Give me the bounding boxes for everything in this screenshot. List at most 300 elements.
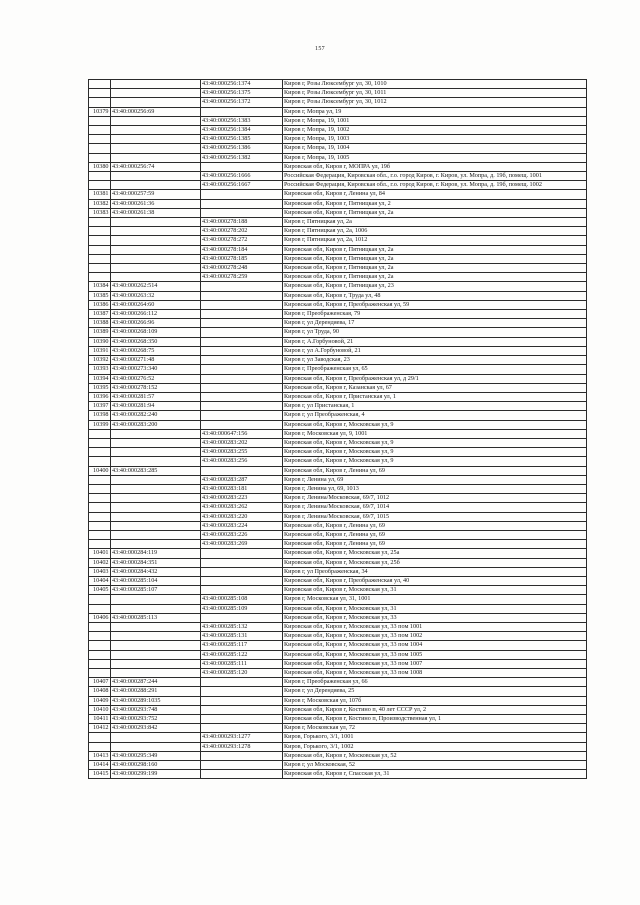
cadastral-number-cell <box>111 650 201 659</box>
address-cell: Кировская обл, Киров г, Московская ул, 9 <box>283 438 587 447</box>
table-row <box>89 622 587 631</box>
record-number-cell: 10386 <box>89 300 111 309</box>
record-number-cell: 10409 <box>89 696 111 705</box>
address-cell: Киров г, Пятницкая ул, 2а <box>283 218 587 227</box>
record-number-cell <box>89 457 111 466</box>
cadastral-number-cell <box>111 521 201 530</box>
record-number-cell: 10392 <box>89 356 111 365</box>
table-row <box>89 558 587 567</box>
record-number-cell <box>89 669 111 678</box>
address-cell: Кировская обл, Киров г, Пристанская ул, 1 <box>283 392 587 401</box>
cadastral-number-cell <box>111 494 201 503</box>
cadastral-number-cell: 43:40:000268:350 <box>111 337 201 346</box>
cadastral-number-cell: 43:40:000271:48 <box>111 356 201 365</box>
sub-object-number-cell <box>201 586 283 595</box>
table-row <box>89 705 587 714</box>
table-row <box>89 356 587 365</box>
record-number-cell: 10408 <box>89 687 111 696</box>
address-cell: Киров г, Мопра, 19, 1004 <box>283 144 587 153</box>
record-number-cell <box>89 503 111 512</box>
sub-object-number-cell: 43:40:000256:1384 <box>201 126 283 135</box>
address-cell: Кировская обл, Киров г, Ленина ул, 69 <box>283 521 587 530</box>
table-row <box>89 761 587 770</box>
sub-object-number-cell: 43:40:000278:185 <box>201 254 283 263</box>
table-row <box>89 328 587 337</box>
record-number-cell: 10380 <box>89 162 111 171</box>
sub-object-number-cell <box>201 420 283 429</box>
sub-object-number-cell <box>201 761 283 770</box>
cadastral-number-cell: 43:40:000262:514 <box>111 282 201 291</box>
sub-object-number-cell: 43:40:000256:1385 <box>201 135 283 144</box>
sub-object-number-cell <box>201 466 283 475</box>
address-cell: Киров г, Мопра, 19, 1003 <box>283 135 587 144</box>
record-number-cell <box>89 595 111 604</box>
address-cell: Кировская обл, Киров г, Московская ул, 33 пом 1007 <box>283 659 587 668</box>
sub-object-number-cell <box>201 549 283 558</box>
record-number-cell: 10384 <box>89 282 111 291</box>
cadastral-number-cell: 43:40:000293:842 <box>111 724 201 733</box>
sub-object-number-cell <box>201 319 283 328</box>
sub-object-number-cell: 43:40:000278:272 <box>201 236 283 245</box>
record-number-cell: 10403 <box>89 567 111 576</box>
table-row <box>89 659 587 668</box>
record-number-cell <box>89 126 111 135</box>
address-cell: Кировская обл, Киров г, Московская ул, 33 пом 1001 <box>283 622 587 631</box>
cadastral-number-cell: 43:40:000298:160 <box>111 761 201 770</box>
cadastral-number-cell: 43:40:000284:432 <box>111 567 201 576</box>
address-cell: Кировская обл, Киров г, Пятницкая ул, 2а <box>283 264 587 273</box>
address-cell: Киров г, Мопра, 19, 1002 <box>283 126 587 135</box>
sub-object-number-cell <box>201 208 283 217</box>
sub-object-number-cell <box>201 346 283 355</box>
table-row <box>89 650 587 659</box>
record-number-cell: 10387 <box>89 310 111 319</box>
address-cell: Кировская обл, Киров г, Ленина ул, 84 <box>283 190 587 199</box>
table-row <box>89 172 587 181</box>
address-cell: Кировская обл, Киров г, Московская ул, 33 пом 1004 <box>283 641 587 650</box>
address-cell: Кировская обл, Киров г, Труда ул, 48 <box>283 291 587 300</box>
record-number-cell: 10385 <box>89 291 111 300</box>
sub-object-number-cell: 43:40:000285:117 <box>201 641 283 650</box>
record-number-cell: 10393 <box>89 365 111 374</box>
table-row <box>89 724 587 733</box>
table-row <box>89 282 587 291</box>
record-number-cell: 10407 <box>89 678 111 687</box>
sub-object-number-cell <box>201 190 283 199</box>
table-row <box>89 264 587 273</box>
sub-object-number-cell <box>201 199 283 208</box>
address-cell: Киров г, Преображенская ул, 65 <box>283 365 587 374</box>
table-row <box>89 595 587 604</box>
cadastral-number-cell: 43:40:000263:32 <box>111 291 201 300</box>
table-row <box>89 448 587 457</box>
table-row <box>89 540 587 549</box>
record-number-cell <box>89 144 111 153</box>
address-cell: Киров г, ул Дерендяева, 25 <box>283 687 587 696</box>
cadastral-number-cell: 43:40:000283:200 <box>111 420 201 429</box>
table-row <box>89 751 587 760</box>
table-row <box>89 116 587 125</box>
sub-object-number-cell <box>201 337 283 346</box>
sub-object-number-cell <box>201 107 283 116</box>
table-row <box>89 512 587 521</box>
cadastral-number-cell <box>111 135 201 144</box>
address-cell: Киров г, Ленина/Московская, 69/7, 1015 <box>283 512 587 521</box>
cadastral-number-cell <box>111 733 201 742</box>
record-number-cell: 10383 <box>89 208 111 217</box>
cadastral-number-cell <box>111 126 201 135</box>
record-number-cell <box>89 89 111 98</box>
sub-object-number-cell: 43:40:000285:131 <box>201 632 283 641</box>
table-row <box>89 770 587 779</box>
table-row <box>89 733 587 742</box>
record-number-cell <box>89 659 111 668</box>
table-row <box>89 392 587 401</box>
address-cell: Кировская обл, Киров г, Преображенская ул, 40 <box>283 576 587 585</box>
sub-object-number-cell: 43:40:000278:248 <box>201 264 283 273</box>
table-row <box>89 365 587 374</box>
table-row <box>89 245 587 254</box>
table-row <box>89 291 587 300</box>
sub-object-number-cell <box>201 678 283 687</box>
address-cell: Киров г, Ленина/Московская, 69/7, 1014 <box>283 503 587 512</box>
cadastral-number-cell: 43:40:000288:291 <box>111 687 201 696</box>
address-cell: Киров г, Ленина ул, 69 <box>283 475 587 484</box>
cadastral-number-cell <box>111 218 201 227</box>
address-cell: Киров г, Розы Люксембург ул, 30, 1011 <box>283 89 587 98</box>
record-number-cell: 10389 <box>89 328 111 337</box>
cadastral-number-cell: 43:40:000257:59 <box>111 190 201 199</box>
address-cell: Киров г, ул Труда, 90 <box>283 328 587 337</box>
cadastral-number-cell <box>111 245 201 254</box>
record-number-cell <box>89 540 111 549</box>
record-number-cell <box>89 227 111 236</box>
address-cell: Российская Федерация, Кировская обл., г.о. город Киров, г. Киров, ул. Мопра, д. 19б, помещ. 1001 <box>283 172 587 181</box>
table-row <box>89 383 587 392</box>
sub-object-number-cell <box>201 374 283 383</box>
table-row <box>89 521 587 530</box>
cadastral-number-cell <box>111 80 201 89</box>
address-cell: Кировская обл, Киров г, Пятницкая ул, 2а <box>283 254 587 263</box>
cadastral-number-cell: 43:40:000285:104 <box>111 576 201 585</box>
address-cell: Киров, Горького, 3/1, 1002 <box>283 742 587 751</box>
sub-object-number-cell: 43:40:000283:287 <box>201 475 283 484</box>
record-number-cell <box>89 181 111 190</box>
table-row <box>89 162 587 171</box>
address-cell: Кировская обл, Киров г, Спасская ул, 31 <box>283 770 587 779</box>
table-row <box>89 254 587 263</box>
sub-object-number-cell: 43:40:000278:188 <box>201 218 283 227</box>
sub-object-number-cell: 43:40:000278:259 <box>201 273 283 282</box>
record-number-cell: 10411 <box>89 715 111 724</box>
sub-object-number-cell: 43:40:000256:1382 <box>201 153 283 162</box>
record-number-cell: 10401 <box>89 549 111 558</box>
table-row <box>89 98 587 107</box>
table-row <box>89 126 587 135</box>
record-number-cell: 10410 <box>89 705 111 714</box>
sub-object-number-cell: 43:40:000283:226 <box>201 530 283 539</box>
cadastral-number-cell: 43:40:000285:113 <box>111 613 201 622</box>
cadastral-number-cell: 43:40:000273:340 <box>111 365 201 374</box>
sub-object-number-cell <box>201 715 283 724</box>
cadastral-number-cell: 43:40:000284:351 <box>111 558 201 567</box>
address-cell: Кировская обл, Киров г, Московская ул, 9 <box>283 457 587 466</box>
sub-object-number-cell: 43:40:000256:1374 <box>201 80 283 89</box>
address-cell: Киров г, Московская ул, 107б <box>283 696 587 705</box>
address-cell: Киров г, Московская ул, 31, 1001 <box>283 595 587 604</box>
record-number-cell <box>89 153 111 162</box>
table-row <box>89 346 587 355</box>
cadastral-number-cell: 43:40:000266:96 <box>111 319 201 328</box>
sub-object-number-cell <box>201 770 283 779</box>
address-cell: Киров г, Московская ул, 72 <box>283 724 587 733</box>
cadastral-number-cell <box>111 669 201 678</box>
record-number-cell <box>89 641 111 650</box>
cadastral-number-cell <box>111 181 201 190</box>
table-row <box>89 190 587 199</box>
table-row <box>89 641 587 650</box>
sub-object-number-cell: 43:40:000256:1383 <box>201 116 283 125</box>
record-number-cell: 10381 <box>89 190 111 199</box>
table-row <box>89 80 587 89</box>
sub-object-number-cell <box>201 613 283 622</box>
sub-object-number-cell: 43:40:000278:202 <box>201 227 283 236</box>
address-cell: Кировская обл, Киров г, Ленина ул, 69 <box>283 540 587 549</box>
sub-object-number-cell: 43:40:000256:1375 <box>201 89 283 98</box>
table-row <box>89 107 587 116</box>
sub-object-number-cell: 43:40:000278:184 <box>201 245 283 254</box>
address-cell: Киров г, ул Преображенская, 34 <box>283 567 587 576</box>
address-cell: Киров г, Пятницкая ул, 2а, 1012 <box>283 236 587 245</box>
table-row <box>89 604 587 613</box>
address-cell: Российская Федерация, Кировская обл., г.о. город Киров, г. Киров, ул. Мопра, д. 19б, помещ. 1002 <box>283 181 587 190</box>
address-cell: Киров г, Пятницкая ул, 2а, 1006 <box>283 227 587 236</box>
record-number-cell <box>89 475 111 484</box>
address-cell: Киров г, Розы Люксембург ул, 30, 1010 <box>283 80 587 89</box>
sub-object-number-cell <box>201 411 283 420</box>
address-cell: Киров г, Ленина ул, 69, 1013 <box>283 484 587 493</box>
record-number-cell: 10379 <box>89 107 111 116</box>
address-cell: Кировская обл, Киров г, Пятницкая ул, 2 <box>283 199 587 208</box>
cadastral-number-cell <box>111 742 201 751</box>
address-cell: Киров г, ул Московская, 52 <box>283 761 587 770</box>
sub-object-number-cell <box>201 365 283 374</box>
cadastral-number-cell: 43:40:000295:349 <box>111 751 201 760</box>
cadastral-number-cell <box>111 227 201 236</box>
table-row <box>89 208 587 217</box>
address-cell: Киров г, Московская ул, 9, 1001 <box>283 429 587 438</box>
table-row <box>89 199 587 208</box>
sub-object-number-cell <box>201 724 283 733</box>
address-cell: Кировская обл, Киров г, Пятницкая ул, 2а <box>283 208 587 217</box>
address-cell: Кировская обл, Киров г, Костино п, 40 лет СССР ул, 2 <box>283 705 587 714</box>
record-number-cell: 10405 <box>89 586 111 595</box>
cadastral-register-table <box>88 79 587 779</box>
table-row <box>89 227 587 236</box>
record-number-cell <box>89 98 111 107</box>
cadastral-number-cell <box>111 89 201 98</box>
record-number-cell <box>89 530 111 539</box>
table-row <box>89 310 587 319</box>
table-row <box>89 337 587 346</box>
address-cell: Киров г, Розы Люксембург ул, 30, 1012 <box>283 98 587 107</box>
cadastral-number-cell <box>111 457 201 466</box>
table-row <box>89 319 587 328</box>
sub-object-number-cell: 43:40:000283:202 <box>201 438 283 447</box>
record-number-cell: 10412 <box>89 724 111 733</box>
cadastral-number-cell <box>111 448 201 457</box>
table-row <box>89 549 587 558</box>
table-row <box>89 402 587 411</box>
address-cell: Киров г, ул Заводская, 23 <box>283 356 587 365</box>
sub-object-number-cell: 43:40:000285:132 <box>201 622 283 631</box>
sub-object-number-cell <box>201 567 283 576</box>
sub-object-number-cell: 43:40:000293:1277 <box>201 733 283 742</box>
cadastral-number-cell: 43:40:000268:109 <box>111 328 201 337</box>
record-number-cell <box>89 521 111 530</box>
address-cell: Кировская обл, Киров г, Московская ул, 33 пом 1008 <box>283 669 587 678</box>
record-number-cell <box>89 512 111 521</box>
table-row <box>89 613 587 622</box>
address-cell: Кировская обл, Киров г, Московская ул, 25а <box>283 549 587 558</box>
record-number-cell: 10402 <box>89 558 111 567</box>
record-number-cell: 10414 <box>89 761 111 770</box>
record-number-cell <box>89 448 111 457</box>
address-cell: Кировская обл, Киров г, Московская ул, 31 <box>283 604 587 613</box>
table-row <box>89 494 587 503</box>
cadastral-number-cell <box>111 98 201 107</box>
cadastral-number-cell <box>111 429 201 438</box>
sub-object-number-cell: 43:40:000285:122 <box>201 650 283 659</box>
record-number-cell <box>89 135 111 144</box>
cadastral-number-cell: 43:40:000287:244 <box>111 678 201 687</box>
cadastral-number-cell: 43:40:000289:1035 <box>111 696 201 705</box>
table-row <box>89 669 587 678</box>
sub-object-number-cell <box>201 696 283 705</box>
cadastral-number-cell: 43:40:000283:285 <box>111 466 201 475</box>
cadastral-number-cell: 43:40:000256:74 <box>111 162 201 171</box>
record-number-cell <box>89 604 111 613</box>
sub-object-number-cell: 43:40:000285:109 <box>201 604 283 613</box>
record-number-cell <box>89 742 111 751</box>
record-number-cell: 10390 <box>89 337 111 346</box>
cadastral-number-cell: 43:40:000261:38 <box>111 208 201 217</box>
record-number-cell: 10397 <box>89 402 111 411</box>
address-cell: Киров г, Мопра ул, 19 <box>283 107 587 116</box>
record-number-cell <box>89 218 111 227</box>
sub-object-number-cell <box>201 310 283 319</box>
record-number-cell: 10388 <box>89 319 111 328</box>
cadastral-number-cell <box>111 540 201 549</box>
address-cell: Кировская обл, Киров г, Московская ул, 33 пом 1005 <box>283 650 587 659</box>
table-row <box>89 457 587 466</box>
address-cell: Киров г, ул Дерендяева, 17 <box>283 319 587 328</box>
cadastral-number-cell <box>111 484 201 493</box>
record-number-cell <box>89 172 111 181</box>
sub-object-number-cell: 43:40:000285:111 <box>201 659 283 668</box>
cadastral-number-cell: 43:40:000256:69 <box>111 107 201 116</box>
record-number-cell <box>89 245 111 254</box>
sub-object-number-cell <box>201 356 283 365</box>
record-number-cell: 10395 <box>89 383 111 392</box>
record-number-cell: 10391 <box>89 346 111 355</box>
table-row <box>89 576 587 585</box>
record-number-cell: 10404 <box>89 576 111 585</box>
record-number-cell <box>89 236 111 245</box>
sub-object-number-cell <box>201 402 283 411</box>
sub-object-number-cell <box>201 392 283 401</box>
address-cell: Киров г, ул Пристанская, 1 <box>283 402 587 411</box>
table-row <box>89 696 587 705</box>
cadastral-number-cell <box>111 622 201 631</box>
sub-object-number-cell <box>201 162 283 171</box>
sub-object-number-cell: 43:40:000283:255 <box>201 448 283 457</box>
sub-object-number-cell: 43:40:000293:1278 <box>201 742 283 751</box>
cadastral-number-cell <box>111 475 201 484</box>
table-row <box>89 273 587 282</box>
cadastral-number-cell <box>111 659 201 668</box>
table-row <box>89 218 587 227</box>
sub-object-number-cell: 43:40:000283:181 <box>201 484 283 493</box>
cadastral-number-cell <box>111 116 201 125</box>
table-row <box>89 300 587 309</box>
address-cell: Кировская обл, Киров г, Московская ул, 25б <box>283 558 587 567</box>
cadastral-number-cell: 43:40:000293:752 <box>111 715 201 724</box>
table-row <box>89 135 587 144</box>
cadastral-number-cell <box>111 512 201 521</box>
cadastral-number-cell: 43:40:000284:119 <box>111 549 201 558</box>
sub-object-number-cell <box>201 282 283 291</box>
address-cell: Кировская обл, Киров г, Казанская ул, 67 <box>283 383 587 392</box>
cadastral-number-cell: 43:40:000299:199 <box>111 770 201 779</box>
table-row <box>89 236 587 245</box>
sub-object-number-cell: 43:40:000256:1386 <box>201 144 283 153</box>
address-cell: Кировская обл, Киров г, Московская ул, 52 <box>283 751 587 760</box>
sub-object-number-cell: 43:40:000283:220 <box>201 512 283 521</box>
page-number: 157 <box>315 46 325 52</box>
sub-object-number-cell: 43:40:000283:224 <box>201 521 283 530</box>
cadastral-number-cell: 43:40:000281:57 <box>111 392 201 401</box>
sub-object-number-cell: 43:40:000256:1372 <box>201 98 283 107</box>
record-number-cell: 10406 <box>89 613 111 622</box>
cadastral-number-cell <box>111 144 201 153</box>
sub-object-number-cell: 43:40:000283:223 <box>201 494 283 503</box>
record-number-cell <box>89 632 111 641</box>
record-number-cell <box>89 484 111 493</box>
sub-object-number-cell: 43:40:000283:269 <box>201 540 283 549</box>
cadastral-number-cell: 43:40:000278:152 <box>111 383 201 392</box>
address-cell: Киров г, ул Преображенская, 4 <box>283 411 587 420</box>
address-cell: Кировская обл, Киров г, Костино п, Производственная ул, 1 <box>283 715 587 724</box>
record-number-cell <box>89 116 111 125</box>
cadastral-number-cell <box>111 503 201 512</box>
sub-object-number-cell <box>201 383 283 392</box>
address-cell: Киров г, А.Горбуновой, 21 <box>283 337 587 346</box>
table-row <box>89 632 587 641</box>
table-row <box>89 715 587 724</box>
sub-object-number-cell: 43:40:000283:256 <box>201 457 283 466</box>
cadastral-number-cell: 43:40:000285:107 <box>111 586 201 595</box>
record-number-cell: 10398 <box>89 411 111 420</box>
cadastral-number-cell <box>111 172 201 181</box>
sub-object-number-cell: 43:40:000647:156 <box>201 429 283 438</box>
table-row <box>89 89 587 98</box>
address-cell: Кировская обл, Киров г, Московская ул, 33 пом 1002 <box>283 632 587 641</box>
address-cell: Кировская обл, Киров г, Пятницкая ул, 2а <box>283 245 587 254</box>
sub-object-number-cell <box>201 328 283 337</box>
table-row <box>89 181 587 190</box>
table-row <box>89 678 587 687</box>
